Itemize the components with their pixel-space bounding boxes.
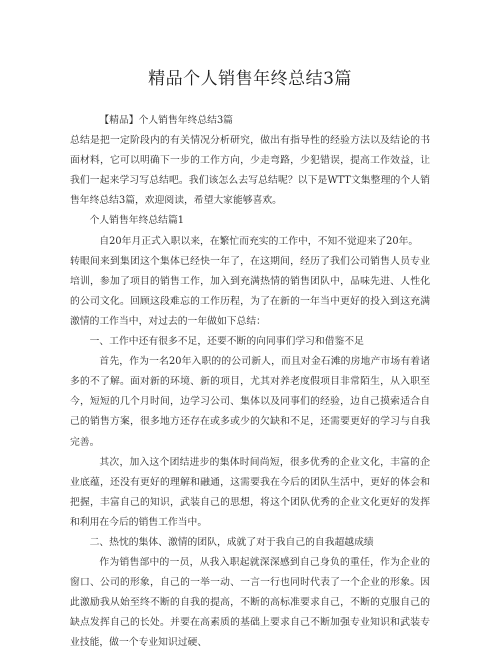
body-paragraph: 转眼间来到集团这个集体已经快一年了，在这期间，经历了我们公司销售人员专业培训，参加了项目的销售工作，加入到充满热情的销售团队中，品味先进、人性化的公司文化。回顾这段难忘的工作历程，为了在新的一年当中更好的投入到这充满激情的工作当中，对过去的一年做如下总结： [70, 255, 430, 327]
document-body [70, 111, 430, 654]
body-paragraph: 二、热忱的集体、激情的团队，成就了对于我自己的自我超越成绩 [89, 536, 374, 548]
body-paragraph: 作为销售部中的一员，从我入职起就深深感到自己身负的重任，作为企业的窗口、公司的形象，自己的一举一动、一言一行也同时代表了一个企业的形象。因此激励我从始至终不断的自我的提高，不断的高标准要求自己，不断的克服自己的缺点发挥自己的长处。并要在高素质的基础上要求自己不断加强专业知识和武装专业技能，做一个专业知识过硬、 [70, 557, 430, 649]
body-paragraph: 【精品】个人销售年终总结3篇 [99, 115, 233, 126]
body-paragraph: 其次，加入这个团结进步的集体时间尚短，很多优秀的企业文化，丰富的企业底蕴，还没有更好的理解和融通，这需要我在今后的团队生活中，更好的体会和把握，丰富自己的知识，武装自己的思想，将这个团队优秀的企业文化更好的发挥和利用在今后的销售工作当中。 [70, 456, 430, 528]
body-paragraph: 自20年月正式入职以来，在繁忙而充实的工作中，不知不觉迎来了20年。 [99, 235, 419, 247]
body-paragraph: 个人销售年终总结篇1 [89, 215, 184, 227]
body-paragraph: 一、工作中还有很多不足，还要不断的向同事们学习和借鉴不足 [89, 336, 364, 348]
body-paragraph: 总结是把一定阶段内的有关情况分析研究，做出有指导性的经验方法以及结论的书面材料，它可以明确下一步的工作方向，少走弯路，少犯错误，提高工作效益，让我们一起来学习写总结吧。我们该怎么去写总结呢？以下是WTT文集整理的个人销售年终总结3篇，欢迎阅读，希望大家能够喜欢。 [70, 135, 430, 207]
document-title: 精品个人销售年终总结3篇 [148, 69, 352, 89]
body-paragraph: 首先，作为一名20年入职的的公司新人，而且对金石滩的房地产市场有着诸多的不了解。面对新的环境、新的项目，尤其对养老度假项目非常陌生，从入职至今，短短的几个月时间，边学习公司、集体以及同事们的经验，边自己摸索适合自己的销售方案，很多地方还存在或多或少的欠缺和不足，还需要更好的学习与自我完善。 [70, 356, 430, 448]
